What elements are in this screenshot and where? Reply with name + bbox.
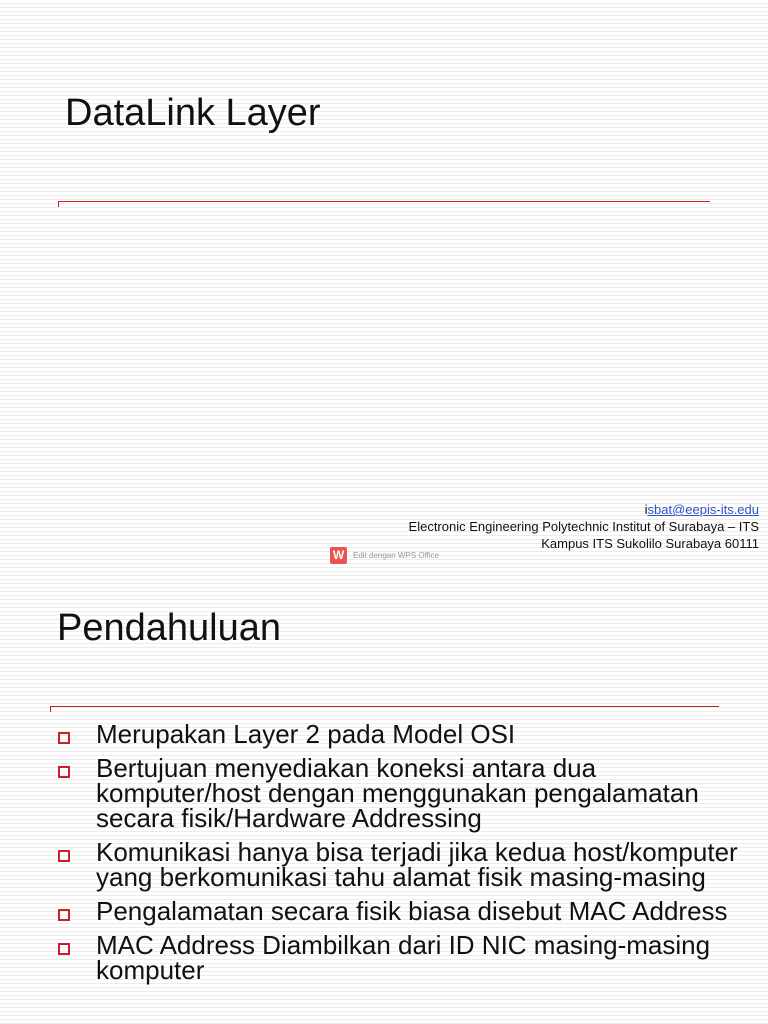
list-item: Merupakan Layer 2 pada Model OSI — [58, 722, 758, 747]
square-bullet-icon — [58, 943, 70, 955]
intro-divider-tick — [50, 706, 51, 712]
square-bullet-icon — [58, 766, 70, 778]
bullet-list — [58, 719, 758, 992]
slide-intro-heading: Pendahuluan — [57, 607, 281, 649]
wps-watermark-text: Edit dengan WPS Office — [353, 551, 440, 560]
square-bullet-icon — [58, 732, 70, 744]
slide-title-heading: DataLink Layer — [65, 92, 321, 134]
institution-address: Kampus ITS Sukolilo Surabaya 60111 — [541, 536, 759, 551]
author-email: isbat@eepis-its.edu — [644, 502, 759, 517]
square-bullet-icon — [58, 909, 70, 921]
wps-logo-icon: W — [330, 547, 347, 564]
slide-introduction — [0, 576, 768, 1024]
title-divider-tick — [58, 201, 59, 207]
list-item: Bertujuan menyediakan koneksi antara dua komputer/host dengan menggunakan pengalamatan secara fisik/Hardware Addressing — [58, 756, 758, 831]
title-divider-line — [58, 201, 710, 202]
list-item: Pengalamatan secara fisik biasa disebut MAC Address — [58, 899, 758, 924]
square-bullet-icon — [58, 850, 70, 862]
wps-watermark[interactable] — [330, 547, 439, 564]
intro-divider-line — [50, 706, 719, 707]
list-item: Komunikasi hanya bisa terjadi jika kedua host/komputer yang berkomunikasi tahu alamat fisik masing-masing — [58, 840, 758, 890]
author-info — [409, 501, 759, 552]
list-item: MAC Address Diambilkan dari ID NIC masing-masing komputer — [58, 933, 758, 983]
institution-name: Electronic Engineering Polytechnic Institut of Surabaya – ITS — [408, 519, 759, 534]
email-link[interactable]: sbat@eepis-its.edu — [647, 502, 759, 517]
